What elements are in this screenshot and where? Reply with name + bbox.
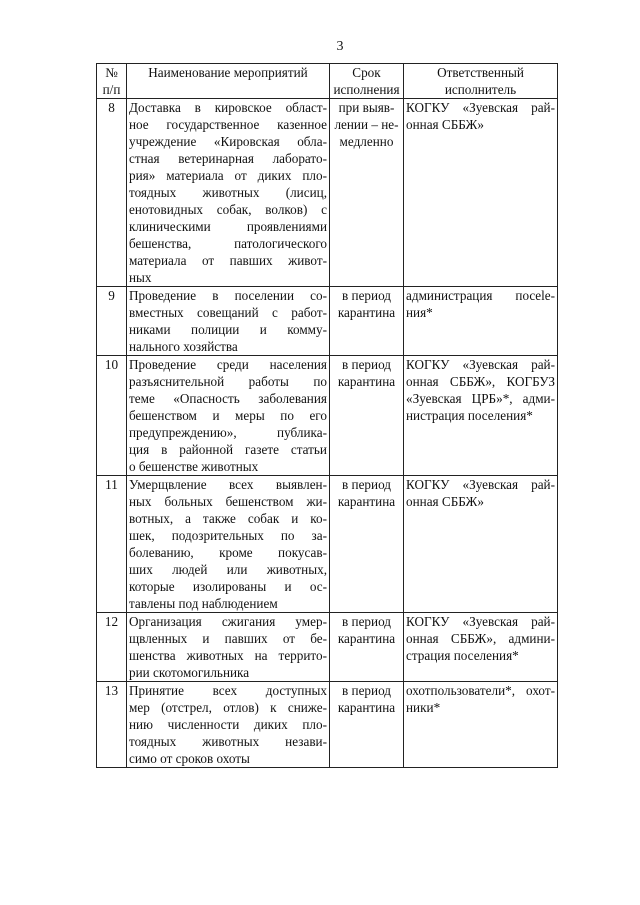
- measure-name-line: рии скотомогильника: [129, 665, 250, 680]
- responsible: [404, 613, 558, 682]
- responsible: [404, 356, 558, 476]
- header-num-line: п/п: [102, 82, 121, 97]
- measure-name-line: ших людей или животных,: [129, 562, 327, 577]
- responsible-line: страция поселения*: [406, 648, 519, 663]
- deadline: [330, 356, 404, 476]
- header-term-line: Срок: [352, 65, 381, 80]
- responsible-line: нистрация поселения*: [406, 408, 533, 423]
- page-number: 3: [336, 39, 344, 54]
- measure-name-line: ное государственное казенное: [129, 117, 327, 132]
- responsible-line: ники*: [406, 700, 441, 715]
- measure-name-line: Умерщвление всех выявлен-: [129, 477, 327, 492]
- deadline-line: карантина: [337, 305, 396, 320]
- responsible: [404, 99, 558, 287]
- measure-name-line: шек, подозрительных по за-: [129, 528, 327, 543]
- measure-name-line: вотных, а также собак и ко-: [129, 511, 327, 526]
- header-name: [127, 64, 330, 99]
- row-number: 12: [97, 613, 127, 682]
- header-responsible: [404, 64, 558, 99]
- responsible-line: онная СББЖ», КОГБУЗ: [406, 374, 555, 389]
- measure-name-line: Организация сжигания умер-: [129, 614, 327, 629]
- measure-name-line: тавлены под наблюдением: [129, 596, 278, 611]
- measure-name-line: щвленных и павших от бе-: [129, 631, 327, 646]
- deadline-line: при выяв-: [338, 100, 395, 115]
- measure-name-line: Доставка в кировское област-: [129, 100, 327, 115]
- responsible-line: онная СББЖ»: [406, 117, 484, 132]
- table-row: [97, 476, 558, 613]
- measure-name-line: енотовидных собак, волков) с: [129, 202, 327, 217]
- responsible-line: «Зуевская ЦРБ»*, адми-: [406, 391, 555, 406]
- measure-name: [127, 476, 330, 613]
- table-row: [97, 613, 558, 682]
- deadline-line: в период: [341, 683, 391, 698]
- measure-name-line: ных больных бешенством жи-: [129, 494, 327, 509]
- measure-name-line: шенства животных на террито-: [129, 648, 327, 663]
- measure-name-line: бешенства, патологического: [129, 236, 327, 251]
- responsible-line: охотпользователи*, охот-: [406, 683, 555, 698]
- measure-name-line: материала от павших живот-: [129, 253, 327, 268]
- responsible-line: КОГКУ «Зуевская рай-: [406, 614, 555, 629]
- measure-name-line: тоядных животных (лисиц,: [129, 185, 327, 200]
- row-number: 9: [97, 287, 127, 356]
- deadline-line: карантина: [337, 631, 396, 646]
- header-num-line: №: [105, 65, 118, 80]
- table-row: [97, 356, 558, 476]
- deadline-line: медленно: [339, 134, 394, 149]
- responsible: [404, 476, 558, 613]
- measure-name-line: никами полиции и комму-: [129, 322, 327, 337]
- deadline-line: карантина: [337, 374, 396, 389]
- deadline: [330, 99, 404, 287]
- responsible-line: администрация посele-: [406, 288, 555, 303]
- header-responsible-line: исполнитель: [444, 82, 517, 97]
- measure-name-line: Проведение среди населения: [129, 357, 327, 372]
- deadline: [330, 476, 404, 613]
- measure-name: [127, 287, 330, 356]
- measure-name-line: разъяснительной работы по: [129, 374, 327, 389]
- deadline: [330, 682, 404, 768]
- deadline: [330, 287, 404, 356]
- responsible-line: ния*: [406, 305, 433, 320]
- measure-name-line: Проведение в поселении со-: [129, 288, 327, 303]
- measure-name-line: клиническими проявлениями: [129, 219, 327, 234]
- measure-name-line: бешенством и меры по его: [129, 408, 327, 423]
- measure-name-line: стная ветеринарная лаборато-: [129, 151, 327, 166]
- measure-name-line: ных: [129, 270, 152, 285]
- measure-name-line: вместных совещаний с работ-: [129, 305, 327, 320]
- deadline: [330, 613, 404, 682]
- deadline-line: карантина: [337, 700, 396, 715]
- measures-table: [96, 63, 558, 768]
- deadline-line: в период: [341, 477, 391, 492]
- row-number: 8: [97, 99, 127, 287]
- header-responsible-line: Ответственный: [437, 65, 524, 80]
- measure-name-line: о бешенстве животных: [129, 459, 259, 474]
- measure-name: [127, 682, 330, 768]
- table-row: [97, 287, 558, 356]
- table-row: [97, 682, 558, 768]
- measure-name-line: нального хозяйства: [129, 339, 238, 354]
- header-term-line: исполнения: [333, 82, 400, 97]
- measure-name-line: мер (отстрел, отлов) к сниже-: [129, 700, 327, 715]
- row-number: 11: [97, 476, 127, 613]
- measure-name: [127, 99, 330, 287]
- deadline-line: лении – не-: [334, 117, 399, 132]
- measure-name: [127, 613, 330, 682]
- responsible: [404, 287, 558, 356]
- measure-name-line: симо от сроков охоты: [129, 751, 250, 766]
- measure-name-line: рия» материала от диких пло-: [129, 168, 327, 183]
- measure-name: [127, 356, 330, 476]
- measure-name-line: Принятие всех доступных: [129, 683, 327, 698]
- responsible-line: КОГКУ «Зуевская рай-: [406, 477, 555, 492]
- measure-name-line: теме «Опасность заболевания: [129, 391, 327, 406]
- measure-name-line: болеванию, кроме покусав-: [129, 545, 327, 560]
- measure-name-line: предупреждению», публика-: [129, 425, 327, 440]
- measure-name-line: тоядных животных незави-: [129, 734, 327, 749]
- table-row: [97, 99, 558, 287]
- deadline-line: в период: [341, 357, 391, 372]
- row-number: 13: [97, 682, 127, 768]
- measure-name-line: учреждение «Кировская обла-: [129, 134, 327, 149]
- responsible: [404, 682, 558, 768]
- responsible-line: онная СББЖ», админи-: [406, 631, 555, 646]
- deadline-line: в период: [341, 288, 391, 303]
- header-term: [330, 64, 404, 99]
- measure-name-line: нию численности диких пло-: [129, 717, 327, 732]
- header-num: [97, 64, 127, 99]
- header-name-line: Наименование мероприятий: [148, 65, 308, 80]
- row-number: 10: [97, 356, 127, 476]
- table-header-row: [97, 64, 558, 99]
- responsible-line: КОГКУ «Зуевская рай-: [406, 100, 555, 115]
- responsible-line: КОГКУ «Зуевская рай-: [406, 357, 555, 372]
- measure-name-line: ция в районной газете статьи: [129, 442, 327, 457]
- responsible-line: онная СББЖ»: [406, 494, 484, 509]
- deadline-line: в период: [341, 614, 391, 629]
- measure-name-line: которые изолированы и ос-: [129, 579, 327, 594]
- deadline-line: карантина: [337, 494, 396, 509]
